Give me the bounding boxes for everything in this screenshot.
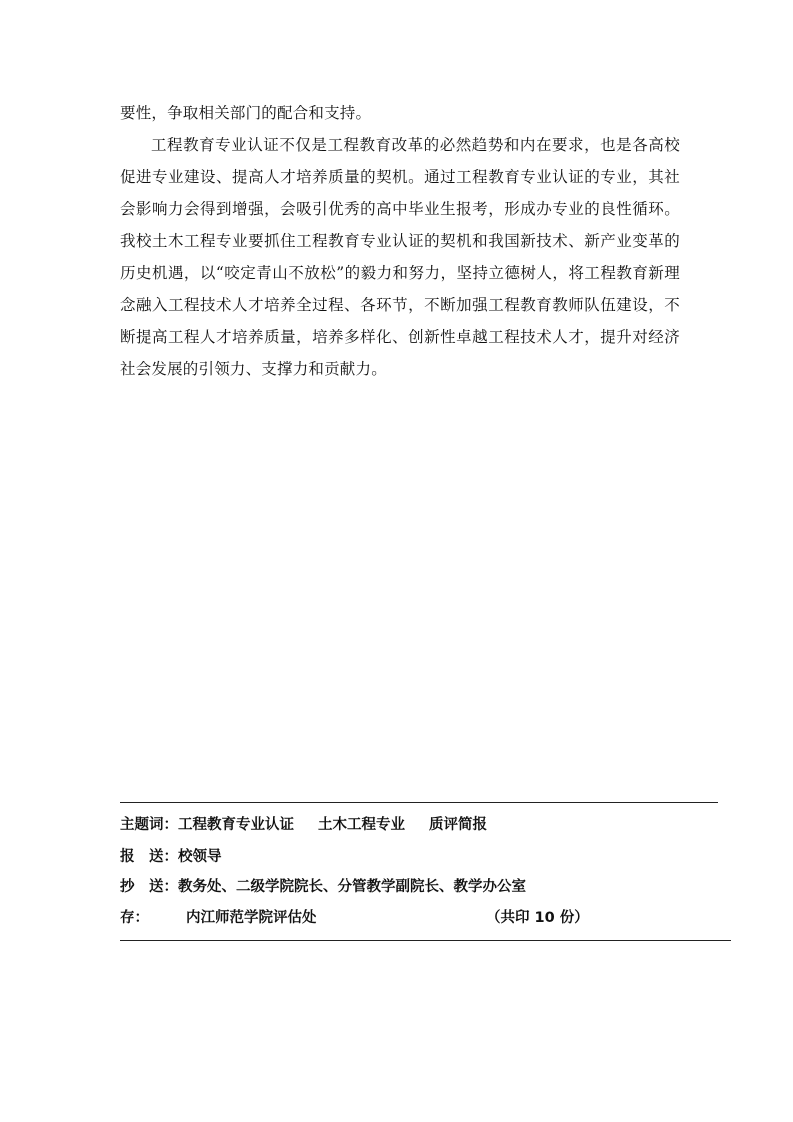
copy-recipients: 教务处、二级学院院长、分管教学副院长、教学办公室: [178, 879, 526, 895]
keyword: 质评简报: [429, 817, 487, 833]
report-label: 报 送：: [120, 849, 178, 865]
store-row: [120, 908, 589, 928]
keywords-row: [120, 815, 487, 835]
report-recipients: 校领导: [178, 849, 222, 865]
keyword: 工程教育专业认证: [178, 817, 294, 833]
paragraph-continuation: 要性，争取相关部门的配合和支持。: [120, 104, 372, 122]
document-body: [120, 97, 680, 385]
footer-top-rule: [120, 802, 718, 803]
report-row: [120, 847, 222, 867]
copy-row: [120, 877, 526, 897]
print-count: （共印 10 份）: [486, 910, 589, 926]
keyword: 土木工程专业: [318, 817, 405, 833]
store-label: 存：: [120, 910, 149, 926]
paragraph-main: 工程教育专业认证不仅是工程教育改革的必然趋势和内在要求，也是各高校促进专业建设、提高人才培养质量的契机。通过工程教育专业认证的专业，其社会影响力会得到增强，会吸引优秀的高中毕业生报考，形成办专业的良性循环。我校土木工程专业要抓住工程教育专业认证的契机和我国新技术、新产业变革的历史机遇，以“咬定青山不放松”的毅力和努力，坚持立德树人，将工程教育新理念融入工程技术人才培养全过程、各环节，不断加强工程教育教师队伍建设，不断提高工程人才培养质量，培养多样化、创新性卓越工程技术人才，提升对经济社会发展的引领力、支撑力和贡献力。: [120, 136, 680, 378]
footer-bottom-rule: [120, 940, 731, 941]
store-organization: 内江师范学院评估处: [186, 910, 317, 926]
keywords-label: 主题词：: [120, 817, 178, 833]
copy-label: 抄 送：: [120, 879, 178, 895]
